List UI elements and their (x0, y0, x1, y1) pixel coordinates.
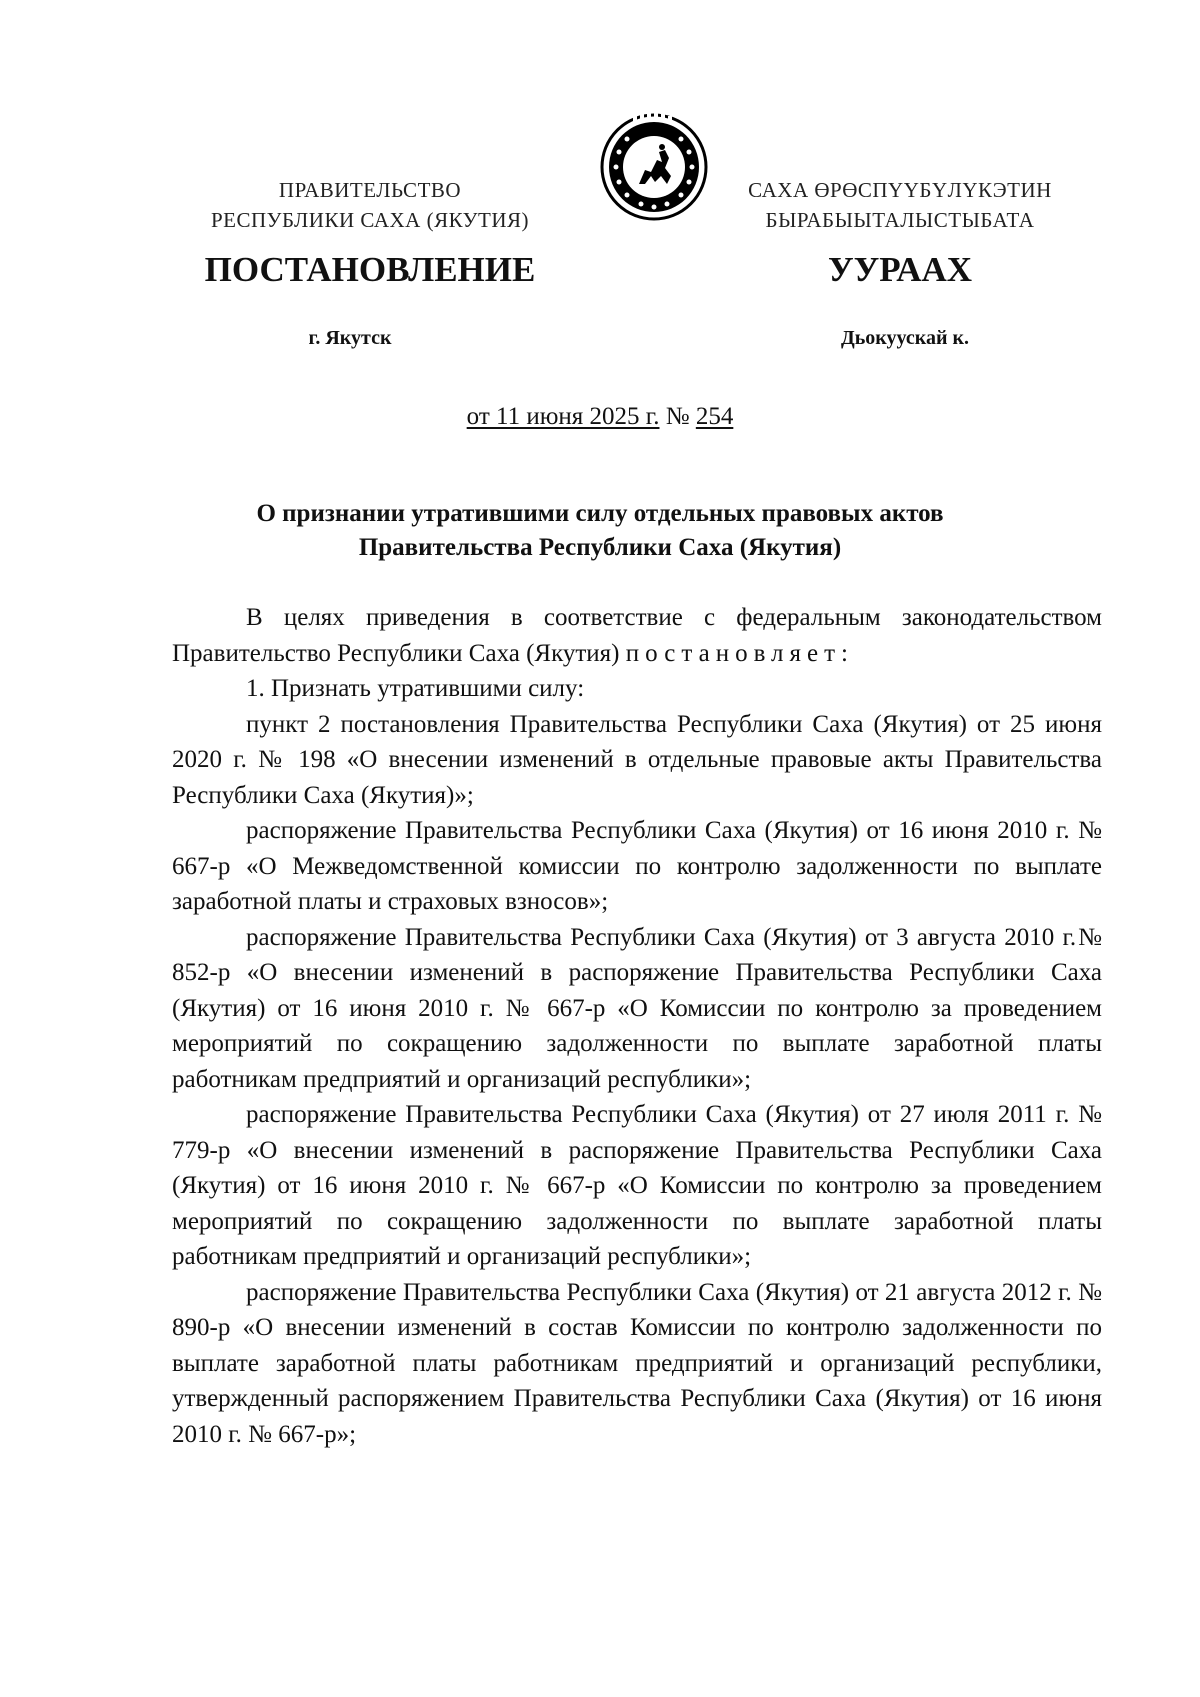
date-number-line (0, 403, 1200, 431)
doc-type-ru: ПОСТАНОВЛЕНИЕ (204, 250, 536, 289)
title-line1: О признании утратившими силу отдельных правовых актов (256, 500, 944, 527)
item-1-paragraph: 1. Признать утратившими силу: (246, 675, 585, 702)
org-name-ru-line2: РЕСПУБЛИКИ САХА (ЯКУТИЯ) (210, 208, 530, 232)
document-body (172, 600, 1102, 1452)
org-name-sakha-line1: САХА ӨРӨСПҮҮБҮЛҮКЭТИН (748, 178, 1052, 202)
org-name-ru (170, 175, 570, 235)
org-name-ru-line1: ПРАВИТЕЛЬСТВО (278, 178, 462, 202)
repealed-act-item: пункт 2 постановления Правительства Республики Саха (Якутия) от 25 июня 2020 г. № 198 «О внесении изменений в отдельные правовые акты Правительства Республики Саха (Якутия)»; (172, 710, 1102, 809)
decree-word: постановляет: (625, 639, 854, 667)
intro-paragraph (172, 600, 1102, 671)
doc-type-sakha: УУРААХ (827, 250, 973, 289)
document-date: от 11 июня 2025 г. (466, 403, 660, 430)
title-line2: Правительства Республики Саха (Якутия) (358, 534, 842, 561)
place-ru: г. Якутск (308, 327, 392, 349)
org-name-sakha (730, 175, 1070, 235)
repealed-act-item: распоряжение Правительства Республики Саха (Якутия) от 3 августа 2010 г.№ 852-р «О внесении изменений в распоряжение Правительства Республики Саха (Якутия) от 16 июня 2010 г. № 667-р «О Комиссии по контролю за проведением мероприятий по сокращению задолженности по выплате заработной платы работникам предприятий и организаций республики»; (172, 923, 1102, 1093)
org-name-sakha-line2: БЫРАБЫЫТАЛЫСТЫБАТА (765, 208, 1035, 232)
repealed-act-item: распоряжение Правительства Республики Саха (Якутия) от 16 июня 2010 г. № 667-р «О Межведомственной комиссии по контролю задолженности по выплате заработной платы и страховых взносов»; (172, 817, 1102, 915)
coat-of-arms-icon (599, 112, 709, 222)
place-sakha: Дьокуускай к. (840, 327, 970, 349)
intro-text: В целях приведения в соответствие с федеральным законодательством Правительство Республики Саха (Якутия) (172, 604, 1102, 667)
document-title (170, 497, 1030, 565)
repealed-act-item: распоряжение Правительства Республики Саха (Якутия) от 21 августа 2012 г. № 890-р «О внесении изменений в состав Комиссии по контролю задолженности по выплате заработной платы работникам предприятий и организаций республики, утвержденный распоряжением Правительства Республики Саха (Якутия) от 16 июня 2010 г. № 667-р»; (172, 1278, 1102, 1448)
repealed-act-item: распоряжение Правительства Республики Саха (Якутия) от 27 июля 2011 г. № 779-р «О внесении изменений в распоряжение Правительства Республики Саха (Якутия) от 16 июня 2010 г. № 667-р «О Комиссии по контролю за проведением мероприятий по сокращению задолженности по выплате заработной платы работникам предприятий и организаций республики»; (172, 1101, 1102, 1270)
document-number: 254 (695, 403, 734, 430)
number-sign: № (665, 403, 690, 430)
